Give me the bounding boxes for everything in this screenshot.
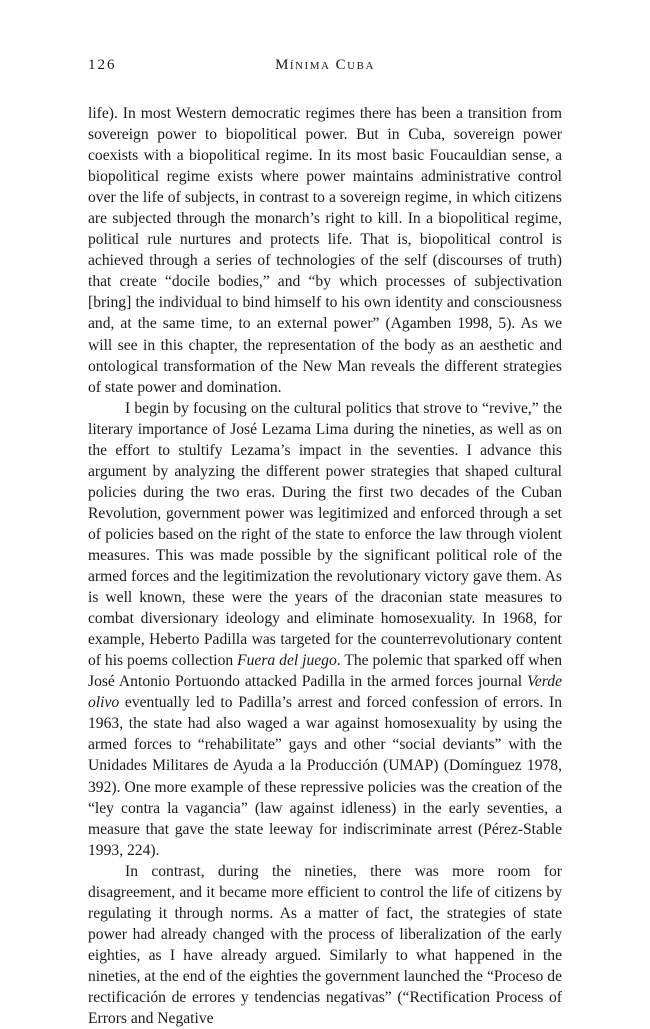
journal-title-verde-olivo: Verde olivo [88,673,562,712]
page-header [88,57,562,79]
body-text [88,103,562,1029]
paragraph-2-text-a: I begin by focusing on the cultural politics that strove to “revive,” the literary importance of José Lezama Lima during the nineties, as well as on the effort to stultify Lezama’s impact in the seventies. I advance this argument by analyzing the different power strategies that shaped cultural policies during the two eras. During the first two decades of the Cuban Revolution, government power was legitimized and enforced through a set of policies based on the right of the state to enforce the law through violent measures. This was made possible by the significant political role of the armed forces and the legitimization the revolutionary victory gave them. As is well known, these were the years of the draconian state measures to combat diversionary ideology and eliminate homosexuality. In 1968, for example, Heberto Padilla was targeted for the counterrevolutionary content of his poems collection [88,399,562,670]
book-title-fuera-del-juego: Fuera del juego [237,652,337,670]
running-title: Mínima Cuba [275,57,375,73]
paragraph-2-text-c: eventually led to Padilla’s arrest and forced confession of errors. In 1963, the state had also waged a war against homosexuality by using the armed forces to “rehabilitate” gays and other “social deviants” with the Unidades Militares de Ayuda a la Producción (UMAP) (Domínguez 1978, 392). One more example of these repressive policies was the creation of the “ley contra la vagancia” (law against idleness) in the early seventies, a measure that gave the state leeway for indiscriminate arrest (Pérez-Stable 1993, 224). [88,694,562,859]
paragraph-1: life). In most Western democratic regimes there has been a transition from sovereign power to biopolitical power. But in Cuba, sovereign power coexists with a biopolitical regime. In its most basic Foucauldian sense, a biopolitical regime exists where power maintains administrative control over the life of subjects, in contrast to a sovereign regime, in which citizens are subjected through the monarch’s right to kill. In a biopolitical regime, political rule nurtures and protects life. That is, biopolitical control is achieved through a series of technologies of the self (discourses of truth) that create “docile bodies,” and “by which processes of subjectivation [bring] the individual to bind himself to his own identity and consciousness and, at the same time, to an external power” (Agamben 1998, 5). As we will see in this chapter, the representation of the body as an aesthetic and ontological transformation of the New Man reveals the different strategies of state power and domination. [88,105,562,396]
page-number: 126 [88,57,117,73]
paragraph-2-text-b: . The polemic that sparked off when José Antonio Portuondo attacked Padilla in the armed forces journal [88,652,562,691]
paragraph-3: In contrast, during the nineties, there was more room for disagreement, and it became more efficient to control the life of citizens by regulating it through norms. As a matter of fact, the strategies of state power had already changed with the process of liberalization of the early eighties, as I have already argued. Similarly to what happened in the nineties, at the end of the eighties the government launched the “Proceso de rectificación de errores y tendencias negativas” (“Rectification Process of Errors and Negative [88,862,562,1028]
paragraph-2 [88,398,562,861]
